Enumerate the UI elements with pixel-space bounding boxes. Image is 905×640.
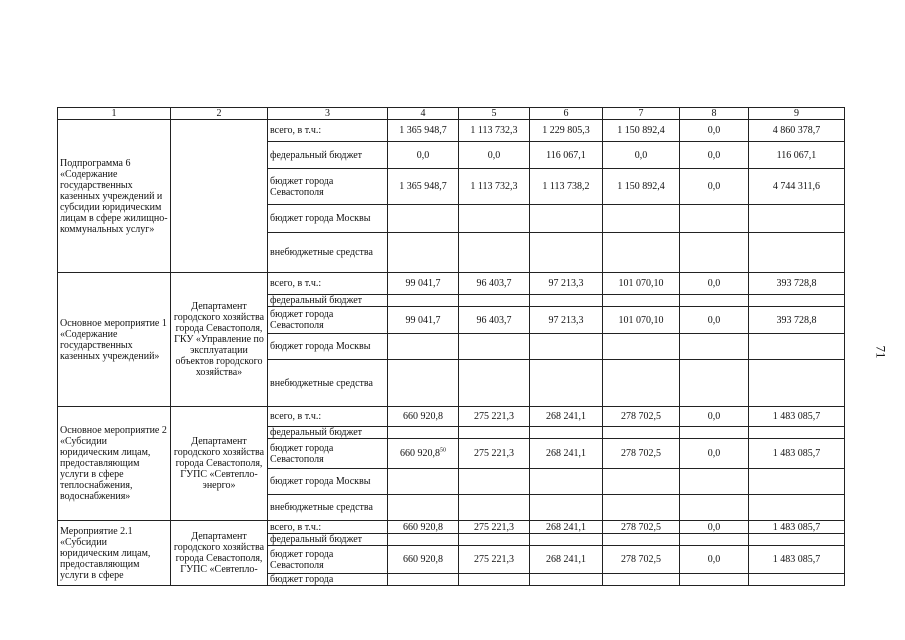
program-name: Основное мероприятие 2 «Субсидии юридическим лицам, предоставляющим услуги в сфере теплоснабжения, водоснабжения» [58,407,171,521]
value-cell: 393 728,8 [749,273,845,295]
value-cell: 1 365 948,7 [388,120,459,142]
value-cell: 268 241,1 [530,439,603,469]
value-cell: 116 067,1 [530,142,603,169]
value-cell: 101 070,10 [603,307,680,334]
program-name: Подпрограмма 6 «Содержание государственных казенных учреждений и субсидии юридическим лицам в сфере жилищно-коммунальных услуг» [58,120,171,273]
value-cell: 99 041,7 [388,273,459,295]
value-cell: 268 241,1 [530,407,603,427]
funding-source: внебюджетные средства [268,360,388,407]
value-cell: 97 213,3 [530,307,603,334]
footnote-mark: 50 [440,447,446,454]
value-cell: 393 728,8 [749,307,845,334]
table-row [58,521,845,534]
funding-source: бюджет города Москвы [268,334,388,360]
header-cell: 1 [58,108,171,120]
value-cell: 0,0 [603,142,680,169]
value-text: 660 920,8 [400,448,440,459]
value-cell: 1 113 732,3 [459,120,530,142]
header-cell: 5 [459,108,530,120]
header-cell: 7 [603,108,680,120]
header-cell: 2 [171,108,268,120]
value-cell: 1 365 948,7 [388,169,459,205]
table-header-row [58,108,845,120]
value-cell: 1 483 085,7 [749,546,845,574]
value-cell: 660 920,8 [388,546,459,574]
program-name: Мероприятие 2.1 «Субсидии юридическим лицам, предоставляющим услуги в сфере [58,521,171,586]
funding-source: федеральный бюджет [268,427,388,439]
value-cell: 1 229 805,3 [530,120,603,142]
value-cell: 1 483 085,7 [749,439,845,469]
value-cell: 0,0 [680,120,749,142]
value-cell: 0,0 [388,142,459,169]
value-cell [388,439,459,469]
value-cell: 0,0 [680,169,749,205]
value-cell: 116 067,1 [749,142,845,169]
value-cell: 99 041,7 [388,307,459,334]
funding-source: бюджет города Севастополя [268,546,388,574]
page-number: 71 [873,345,889,359]
value-cell: 0,0 [680,273,749,295]
header-cell: 9 [749,108,845,120]
value-cell: 0,0 [680,521,749,534]
value-cell: 96 403,7 [459,273,530,295]
funding-source: внебюджетные средства [268,233,388,273]
table-row [58,120,845,142]
funding-source: бюджет города Севастополя [268,169,388,205]
funding-source: федеральный бюджет [268,295,388,307]
value-cell: 278 702,5 [603,521,680,534]
program-name: Основное мероприятие 1 «Содержание государственных казенных учреждений» [58,273,171,407]
funding-source: бюджет города Севастополя [268,439,388,469]
value-cell: 0,0 [680,142,749,169]
value-cell: 0,0 [680,407,749,427]
funding-source: всего, в т.ч.: [268,273,388,295]
funding-source: всего, в т.ч.: [268,521,388,534]
executor-name: Департамент городского хозяйства города Севастополя, ГУПС «Севтепло-энерго» [171,407,268,521]
value-cell: 96 403,7 [459,307,530,334]
value-cell: 0,0 [680,307,749,334]
value-cell: 660 920,8 [388,521,459,534]
value-cell: 275 221,3 [459,439,530,469]
funding-source: бюджет города Москвы [268,469,388,495]
header-cell: 3 [268,108,388,120]
funding-source: федеральный бюджет [268,142,388,169]
value-cell: 278 702,5 [603,439,680,469]
funding-source: внебюджетные средства [268,495,388,521]
value-cell: 4 860 378,7 [749,120,845,142]
funding-source: бюджет города Москвы [268,205,388,233]
value-cell: 268 241,1 [530,521,603,534]
value-cell: 278 702,5 [603,546,680,574]
header-cell: 6 [530,108,603,120]
value-cell: 1 150 892,4 [603,169,680,205]
funding-source: всего, в т.ч.: [268,120,388,142]
value-cell: 101 070,10 [603,273,680,295]
funding-source: всего, в т.ч.: [268,407,388,427]
value-cell: 0,0 [459,142,530,169]
value-cell: 268 241,1 [530,546,603,574]
value-cell: 275 221,3 [459,521,530,534]
executor-name: Департамент городского хозяйства города Севастополя, ГКУ «Управление по эксплуатации объектов городского хозяйства» [171,273,268,407]
funding-source: федеральный бюджет [268,534,388,546]
value-cell: 4 744 311,6 [749,169,845,205]
value-cell: 0,0 [680,546,749,574]
value-cell: 1 113 732,3 [459,169,530,205]
table-row [58,407,845,427]
value-cell: 0,0 [680,439,749,469]
value-cell: 1 150 892,4 [603,120,680,142]
budget-table [57,107,845,586]
value-cell: 1 113 738,2 [530,169,603,205]
table-row [58,273,845,295]
value-cell: 1 483 085,7 [749,407,845,427]
executor-name: Департамент городского хозяйства города Севастополя, ГУПС «Севтепло- [171,521,268,586]
value-cell: 275 221,3 [459,546,530,574]
funding-source: бюджет города [268,574,388,586]
value-cell: 275 221,3 [459,407,530,427]
value-cell: 278 702,5 [603,407,680,427]
executor-name [171,120,268,273]
header-cell: 4 [388,108,459,120]
header-cell: 8 [680,108,749,120]
value-cell: 1 483 085,7 [749,521,845,534]
funding-source: бюджет города Севастополя [268,307,388,334]
value-cell: 660 920,8 [388,407,459,427]
value-cell: 97 213,3 [530,273,603,295]
